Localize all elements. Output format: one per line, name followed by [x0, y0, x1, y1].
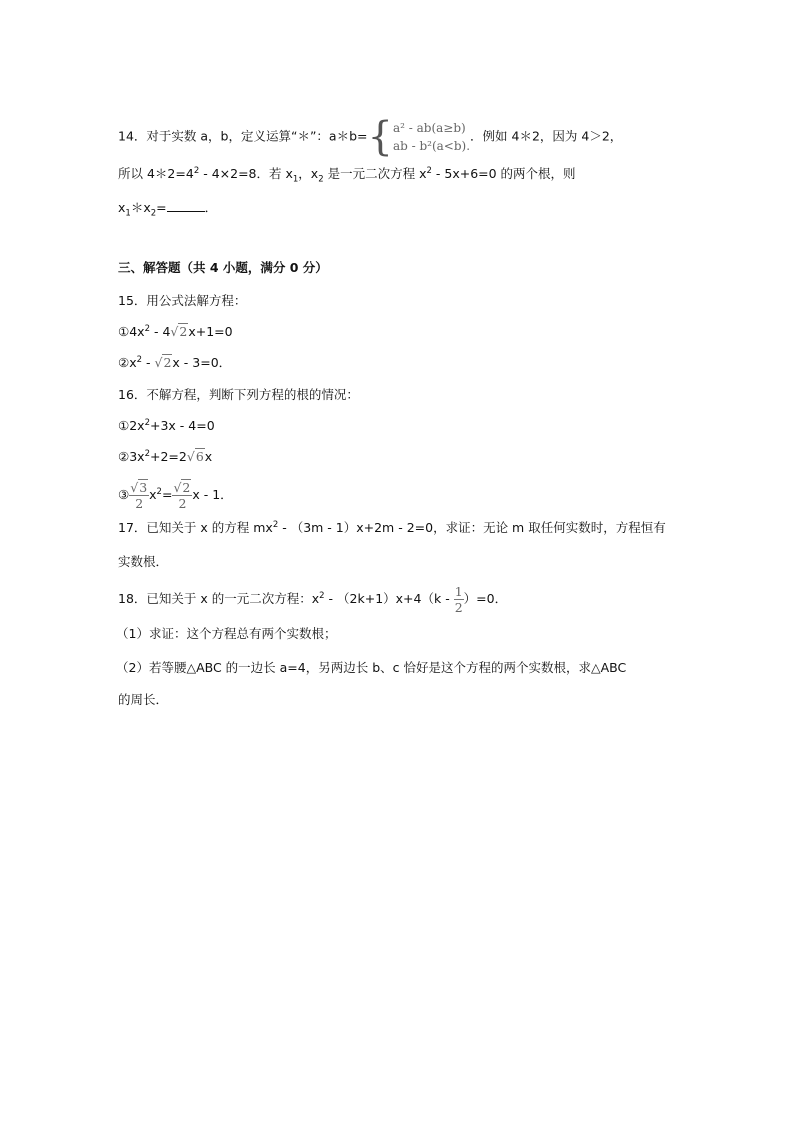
subscript: 1: [292, 174, 299, 185]
q18-text: - （2k+1）x+4（k -: [324, 591, 454, 606]
radicand: 6: [195, 449, 204, 464]
left-brace-icon: {: [367, 114, 393, 160]
denominator: 2: [178, 496, 187, 511]
q15-text: x - 3=0．: [172, 355, 232, 370]
q16-text: ③: [118, 487, 130, 502]
q16-stem: [118, 385, 359, 405]
q14-line1-suffix: ．例如 4＊2，因为 4＞2，: [470, 128, 623, 144]
denominator: 2: [135, 496, 144, 511]
sqrt-icon: √6: [186, 449, 204, 464]
q14-text: - 4×2=8．若 x: [199, 166, 293, 181]
q18-part2-line1: [116, 658, 626, 678]
q17-line2: [118, 552, 168, 572]
q18-line1: [118, 582, 507, 616]
exponent: 2: [193, 165, 200, 176]
q14-piecewise-definition: [367, 114, 471, 160]
q15-stem: [118, 291, 246, 311]
q17-text: 实数根．: [118, 554, 169, 569]
q15-part1: [118, 322, 233, 342]
subscript: 1: [125, 208, 131, 219]
q16-text: x - 1．: [192, 487, 233, 502]
q15-text: ①4x: [118, 324, 145, 339]
q14-text: x: [118, 200, 126, 215]
q14-cases: [393, 119, 470, 155]
q14-line3: [118, 198, 217, 218]
q14-text: ，x: [298, 166, 319, 181]
q18-text: （1）求证：这个方程总有两个实数根；: [116, 626, 337, 641]
q16-text: ②3x: [118, 449, 145, 464]
q15-text: -: [142, 355, 155, 370]
q18-text: ）=0．: [463, 591, 508, 606]
q14-text: ＊x: [130, 200, 151, 215]
q17-line1: [118, 518, 666, 538]
radicand: 2: [179, 324, 188, 339]
q16-part2: [118, 447, 212, 467]
sqrt-icon: √2: [173, 480, 191, 495]
q15-stem-text: 15．用公式法解方程：: [118, 293, 247, 308]
q15-text: ②x: [118, 355, 137, 370]
q14-line1: [118, 114, 623, 160]
q17-text: - （3m - 1）x+2m - 2=0，求证：无论 m 取任何实数时，方程恒有: [278, 520, 666, 535]
q16-text: +2=2: [149, 449, 187, 464]
q14-text: 所以 4＊2=4: [118, 166, 194, 181]
exponent: 2: [144, 448, 150, 459]
fraction: [172, 480, 192, 511]
subscript: 2: [318, 174, 324, 185]
q14-line2: [118, 164, 576, 184]
exponent: 2: [144, 323, 150, 334]
fraction: [129, 480, 149, 511]
fraction: [454, 584, 464, 615]
q14-case-2: ab - b²(a<b).: [392, 139, 471, 153]
q18-text: 18．已知关于 x 的一元二次方程：x: [118, 591, 320, 606]
q14-case-1: a² - ab(a≥b): [392, 121, 466, 135]
section-title: [118, 258, 328, 278]
q16-text: ①2x: [118, 418, 145, 433]
q16-part1: [118, 416, 215, 436]
section-title-text: 三、解答题（共 4 小题，满分 0 分）: [118, 260, 328, 275]
q16-text: x: [204, 449, 213, 464]
exponent: 2: [156, 486, 162, 497]
q16-text: x: [149, 487, 157, 502]
answer-blank: [167, 200, 205, 212]
q15-part2: [118, 353, 231, 373]
exponent: 2: [144, 417, 150, 428]
q16-stem-text: 16．不解方程，判断下列方程的根的情况：: [118, 387, 359, 402]
exponent: 2: [272, 519, 279, 530]
sqrt-icon: √2: [170, 324, 188, 339]
exponent: 2: [319, 590, 325, 601]
q14-text: =: [156, 200, 167, 215]
exponent: 2: [136, 354, 143, 365]
radicand: 3: [139, 480, 148, 495]
q16-text: =: [161, 487, 173, 502]
q18-text: 的周长．: [118, 692, 169, 707]
q18-part2-line2: [118, 690, 168, 710]
q14-text: 是一元二次方程 x: [323, 166, 427, 181]
q14-text: ．: [204, 200, 218, 215]
q14-line1-prefix: 14．对于实数 a，b，定义运算“＊”：a＊b=: [118, 128, 368, 144]
sqrt-icon: √3: [130, 480, 148, 495]
radicand: 2: [163, 355, 172, 370]
sqrt-icon: √2: [154, 355, 172, 370]
q18-part1: [116, 624, 336, 644]
q16-text: +3x - 4=0: [149, 418, 215, 433]
q15-text: - 4: [149, 324, 171, 339]
q17-text: 17．已知关于 x 的方程 mx: [118, 520, 273, 535]
q18-text: （2）若等腰△ABC 的一边长 a=4，另两边长 b、c 恰好是这个方程的两个实数根，求△ABC: [116, 660, 627, 675]
exponent: 2: [426, 165, 432, 176]
numerator: 1: [454, 584, 463, 599]
q15-text: x+1=0: [188, 324, 233, 339]
subscript: 2: [150, 208, 157, 219]
denominator: 2: [454, 600, 463, 615]
radicand: 2: [182, 480, 191, 495]
q14-text: - 5x+6=0 的两个根，则: [431, 166, 576, 181]
q16-part3: [118, 478, 233, 512]
